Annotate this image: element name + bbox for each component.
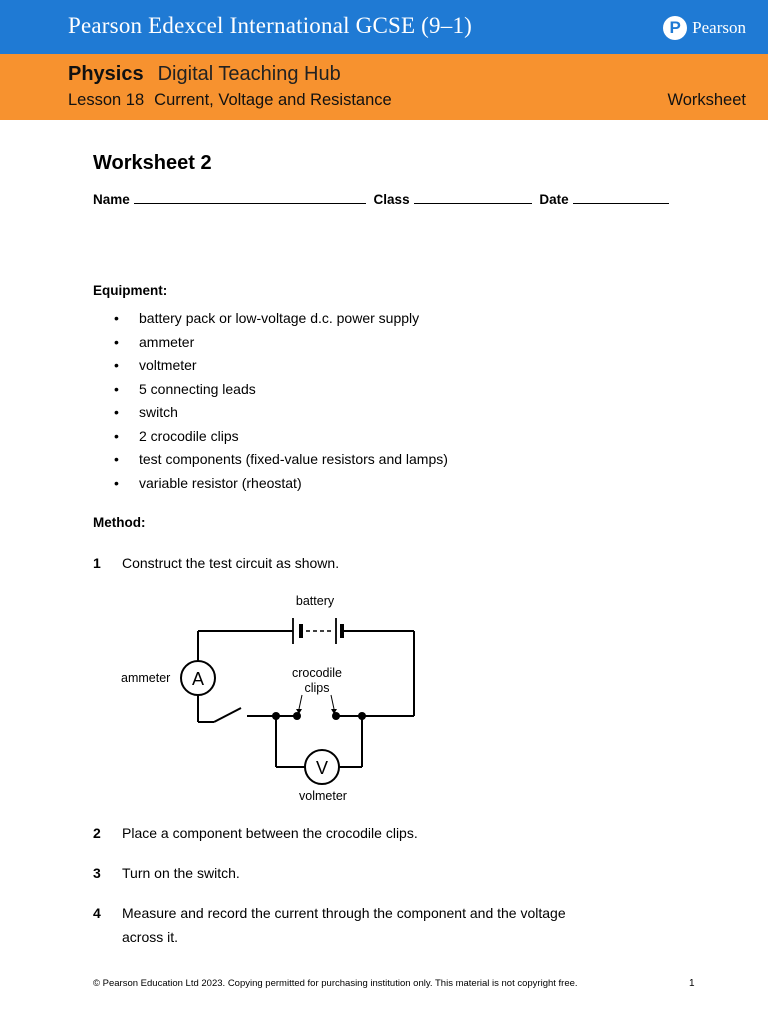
step-number: 2 xyxy=(93,825,101,841)
class-label: Class xyxy=(373,192,410,207)
bullet-icon: • xyxy=(114,404,119,420)
clips-label-1: crocodile xyxy=(291,666,343,680)
top-banner xyxy=(0,0,768,54)
subject-name: Physics xyxy=(68,63,144,85)
step-text: Measure and record the current through the component and the voltage across it. xyxy=(122,905,566,945)
date-field[interactable] xyxy=(573,191,669,204)
list-item: • test components (fixed-value resistors and lamps) xyxy=(114,451,448,467)
junction-dot xyxy=(358,712,366,720)
bullet-icon: • xyxy=(114,474,119,491)
battery-label: battery xyxy=(295,594,335,608)
list-item: • ammeter xyxy=(114,333,195,350)
clips-label-2: clips xyxy=(304,681,330,695)
lesson-line xyxy=(68,91,392,110)
clip-arrow-left xyxy=(299,695,302,709)
lesson-title: Current, Voltage and Resistance xyxy=(154,91,392,109)
bullet-icon: • xyxy=(114,451,119,467)
bullet-icon: • xyxy=(114,310,119,326)
clip-arrow-right xyxy=(331,695,334,709)
list-item: • battery pack or low-voltage d.c. power supply xyxy=(114,310,420,326)
bullet-icon: • xyxy=(114,427,119,444)
step-number: 3 xyxy=(93,865,101,881)
step-text: Turn on the switch. xyxy=(122,865,240,881)
step-text: Construct the test circuit as shown. xyxy=(122,555,340,571)
crocodile-clip-left xyxy=(293,712,301,720)
equipment-list xyxy=(93,310,448,498)
page-number: 1 xyxy=(689,978,695,989)
subject-banner xyxy=(0,54,768,120)
student-details xyxy=(93,191,673,207)
lesson-number: Lesson 18 xyxy=(68,91,145,109)
bullet-icon: • xyxy=(114,333,119,350)
list-item: • voltmeter xyxy=(114,357,197,373)
ammeter-symbol: A xyxy=(191,669,205,689)
list-item: • variable resistor (rheostat) xyxy=(114,474,302,491)
name-label: Name xyxy=(93,192,130,207)
worksheet-title: Worksheet 2 xyxy=(93,152,212,174)
step-text: Place a component between the crocodile clips. xyxy=(122,825,418,841)
copyright-footer: © Pearson Education Ltd 2023. Copying permitted for purchasing institution only. This material is not copyright free. xyxy=(93,978,578,989)
bullet-icon: • xyxy=(114,380,119,397)
date-label: Date xyxy=(539,192,569,207)
hub-name: Digital Teaching Hub xyxy=(157,63,341,85)
class-field[interactable] xyxy=(414,191,532,204)
pearson-wordmark: Pearson xyxy=(692,18,746,37)
bullet-icon: • xyxy=(114,357,119,373)
step-number: 4 xyxy=(93,905,101,921)
voltmeter-symbol: V xyxy=(315,758,329,778)
pearson-logo xyxy=(663,16,746,40)
crocodile-clip-right xyxy=(332,712,340,720)
subject-line xyxy=(68,63,341,86)
circuit-diagram xyxy=(110,588,430,810)
voltmeter-label: volmeter xyxy=(299,789,347,803)
pearson-p-icon: P xyxy=(663,16,687,40)
list-item: • 2 crocodile clips xyxy=(114,427,239,444)
ammeter-label: ammeter xyxy=(121,671,171,685)
method-heading: Method: xyxy=(93,515,146,530)
list-item: • switch xyxy=(114,404,178,420)
name-field[interactable] xyxy=(134,191,366,204)
step-number: 1 xyxy=(93,555,101,571)
junction-dot xyxy=(272,712,280,720)
qualification-title: Pearson Edexcel International GCSE (9–1) xyxy=(68,13,472,38)
document-type: Worksheet xyxy=(667,91,746,109)
switch-lever xyxy=(214,708,241,722)
equipment-heading: Equipment: xyxy=(93,283,168,298)
list-item: • 5 connecting leads xyxy=(114,380,256,397)
